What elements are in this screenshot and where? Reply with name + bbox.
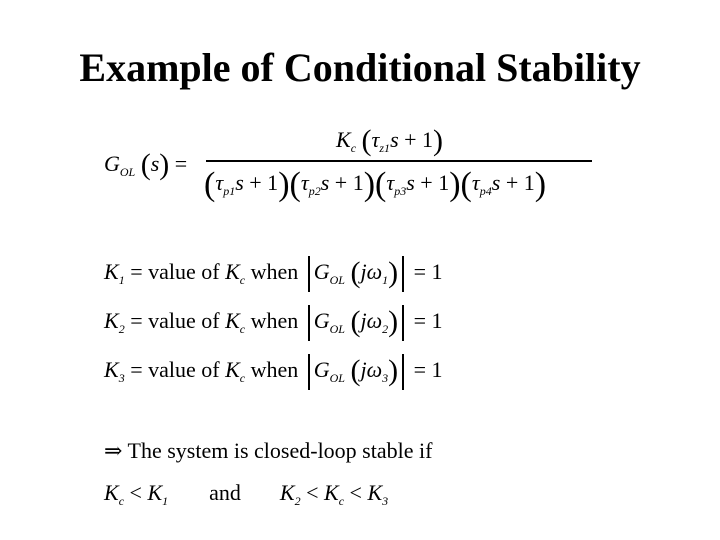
fraction-bar [206,160,592,162]
tf-lhs: $G_{OL}$ (s) = [104,148,188,181]
implies-arrow-icon: ⇒ [104,438,123,463]
gain-def-k2: $K_2$ = value of $K_c$ when $G_{OL}$ $(j\omega_2) = 1$ [104,305,443,341]
conclusion-statement [104,438,432,464]
and-text: and [209,480,241,505]
tf-denominator: $(\tau_{p1}s + 1)(\tau_{p2}s + 1)(\tau_{p3}s + 1)(\tau_{p4}s + 1)$ [204,166,547,203]
slide-title: Example of Conditional Stability [79,45,641,90]
conclusion-text: The system is closed-loop stable if [127,438,433,463]
gain-def-k1: $K_1$ = value of $K_c$ when $G_{OL}$ $(j\omega_1) = 1$ [104,256,443,292]
stability-condition: $K_c < K_1$ and $K_2 < K_c < K_3$ [104,480,389,508]
tf-numerator: $K_c$ $(\tau_{z1}s + 1)$ [336,124,444,157]
gain-def-k3: $K_3$ = value of $K_c$ when $G_{OL}$ $(j\omega_3) = 1$ [104,354,443,390]
